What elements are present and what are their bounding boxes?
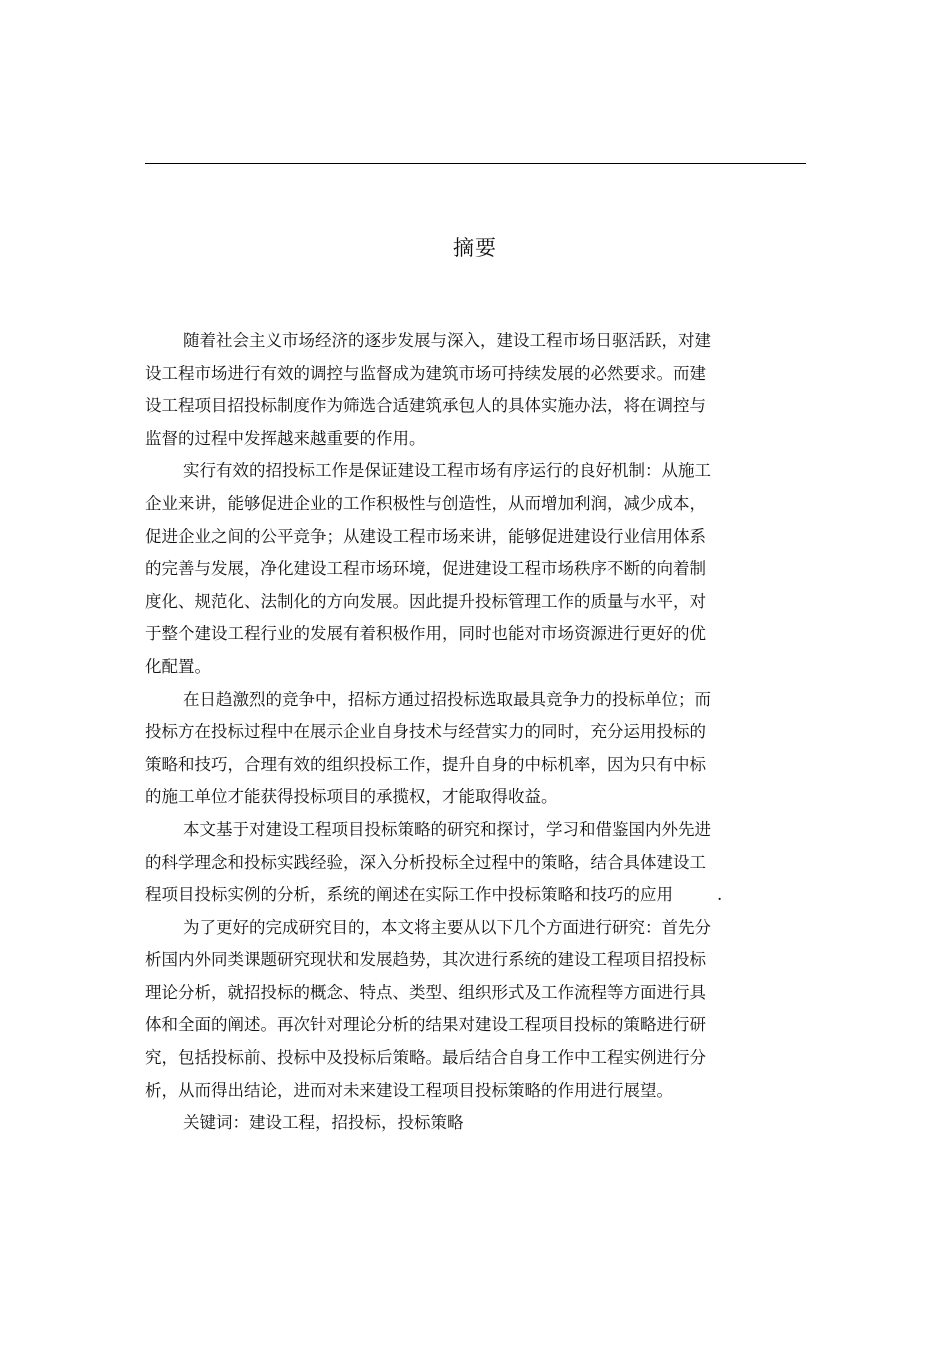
text-line: 度化、规范化、法制化的方向发展。因此提升投标管理工作的质量与水平，对 [145,591,706,611]
text-line: 实行有效的招投标工作是保证建设工程市场有序运行的良好机制：从施工 [183,461,711,481]
text-line: 体和全面的阐述。再次针对理论分析的结果对建设工程项目投标的策略进行研 [145,1015,706,1035]
text-line: 投标方在投标过程中在展示企业自身技术与经营实力的同时，充分运用投标的 [145,722,706,742]
text-line: 的科学理念和投标实践经验，深入分析投标全过程中的策略，结合具体建设工 [145,852,706,872]
text-line: 本文基于对建设工程项目投标策略的研究和探讨，学习和借鉴国内外先进 [183,819,711,839]
text-line: 关键词：建设工程，招投标，投标策略 [183,1113,464,1133]
text-line: 的施工单位才能获得投标项目的承揽权，才能取得收益。 [145,787,558,807]
text-line: 设工程项目招投标制度作为筛选合适建筑承包人的具体实施办法，将在调控与 [145,396,706,416]
text-line: 析，从而得出结论，进而对未来建设工程项目投标策略的作用进行展望。 [145,1080,673,1100]
text-line: 促进企业之间的公平竞争；从建设工程市场来讲，能够促进建设行业信用体系 [145,526,706,546]
text-fragment: 程项目投标实例的分析，系统的阐述在实际工作中投标策略和技巧的应用 [145,885,673,905]
page-title: 摘要 [453,236,497,260]
text-line: 的完善与发展，净化建设工程市场环境，促进建设工程市场秩序不断的向着制 [145,559,706,579]
text-line: 企业来讲，能够促进企业的工作积极性与创造性，从而增加利润，减少成本， [145,493,706,513]
abstract-paragraph [145,455,755,683]
abstract-paragraph [145,912,755,1108]
text-line: 随着社会主义市场经济的逐步发展与深入，建设工程市场日驱活跃，对建 [183,331,711,350]
trailing-period: . [717,885,723,905]
text-line: 于整个建设工程行业的发展有着积极作用，同时也能对市场资源进行更好的优 [145,624,706,644]
abstract-paragraph [145,684,755,814]
text-line: 在日趋激烈的竞争中，招标方通过招投标选取最具竞争力的投标单位；而 [183,689,711,709]
text-line: 理论分析，就招投标的概念、特点、类型、组织形式及工作流程等方面进行具 [145,982,706,1002]
text-line: 究，包括投标前、投标中及投标后策略。最后结合自身工作中工程实例进行分 [145,1048,706,1068]
text-line: 监督的过程中发挥越来越重要的作用。 [145,428,426,448]
text-line: 化配置。 [145,656,211,676]
header-rule [145,163,806,164]
text-line [145,879,755,912]
text-line: 为了更好的完成研究目的，本文将主要从以下几个方面进行研究：首先分 [183,917,711,937]
text-line: 设工程市场进行有效的调控与监督成为建筑市场可持续发展的必然要求。而建 [145,363,706,383]
text-line: 策略和技巧，合理有效的组织投标工作，提升自身的中标机率，因为只有中标 [145,754,706,774]
abstract-paragraph [145,814,755,912]
text-line: 析国内外同类课题研究现状和发展趋势，其次进行系统的建设工程项目招投标 [145,950,706,970]
abstract-body [145,325,755,1140]
keywords-paragraph [145,1107,755,1140]
abstract-paragraph [145,325,755,455]
